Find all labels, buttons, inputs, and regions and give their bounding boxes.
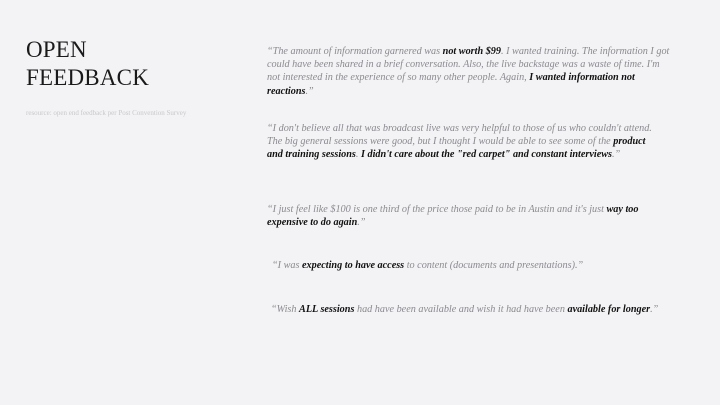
emphasis-text: available for longer <box>567 304 651 315</box>
quote-text: “I was <box>272 260 303 271</box>
emphasis-text: not worth $99 <box>442 46 501 57</box>
emphasis-text: way too expensive to do again <box>267 204 639 229</box>
feedback-quote-2 <box>267 122 652 162</box>
quote-text: to content (documents and presentations).” <box>404 260 584 271</box>
quote-text: “Wish <box>271 304 300 315</box>
feedback-quote-3 <box>267 203 662 229</box>
feedback-quote-4 <box>272 259 672 272</box>
quote-text: . <box>355 149 361 161</box>
quote-text: “I don't believe all that was broadcast live was very helpful to those of us who couldn't attend. The big general sessions were good, but I thought I would be able to see some of the <box>267 123 652 148</box>
page-title <box>26 36 149 92</box>
quote-text: .” <box>612 149 621 161</box>
title-line-2: FEEDBACK <box>26 65 150 90</box>
quote-text: “I just feel like $100 is one third of the price those paid to be in Austin and it's just <box>267 204 607 215</box>
emphasis-text: I didn't care about the "red carpet" and constant interviews <box>361 149 613 161</box>
feedback-quote-1 <box>267 45 672 98</box>
title-line-1: OPEN <box>26 37 87 62</box>
emphasis-text: expecting to have access <box>302 260 405 271</box>
emphasis-text: product and training sessions <box>267 136 646 161</box>
quote-text: . I wanted training. The information I got could have been shared in a brief conversation. Also, the live backstage was a waste of time. I'm not interested in the experience of so many other people. Again, <box>267 46 670 84</box>
source-caption: resource: open end feedback per Post Convention Survey <box>26 109 187 117</box>
emphasis-text: I wanted information not reactions <box>267 72 635 97</box>
quote-text: .” <box>357 217 366 229</box>
quote-text: .” <box>305 85 314 97</box>
feedback-quote-5 <box>271 303 666 316</box>
quote-text: “The amount of information garnered was <box>267 46 443 57</box>
emphasis-text: ALL sessions <box>299 304 355 315</box>
quote-text: had have been available and wish it had have been <box>354 304 568 315</box>
quote-text: .” <box>650 304 659 315</box>
